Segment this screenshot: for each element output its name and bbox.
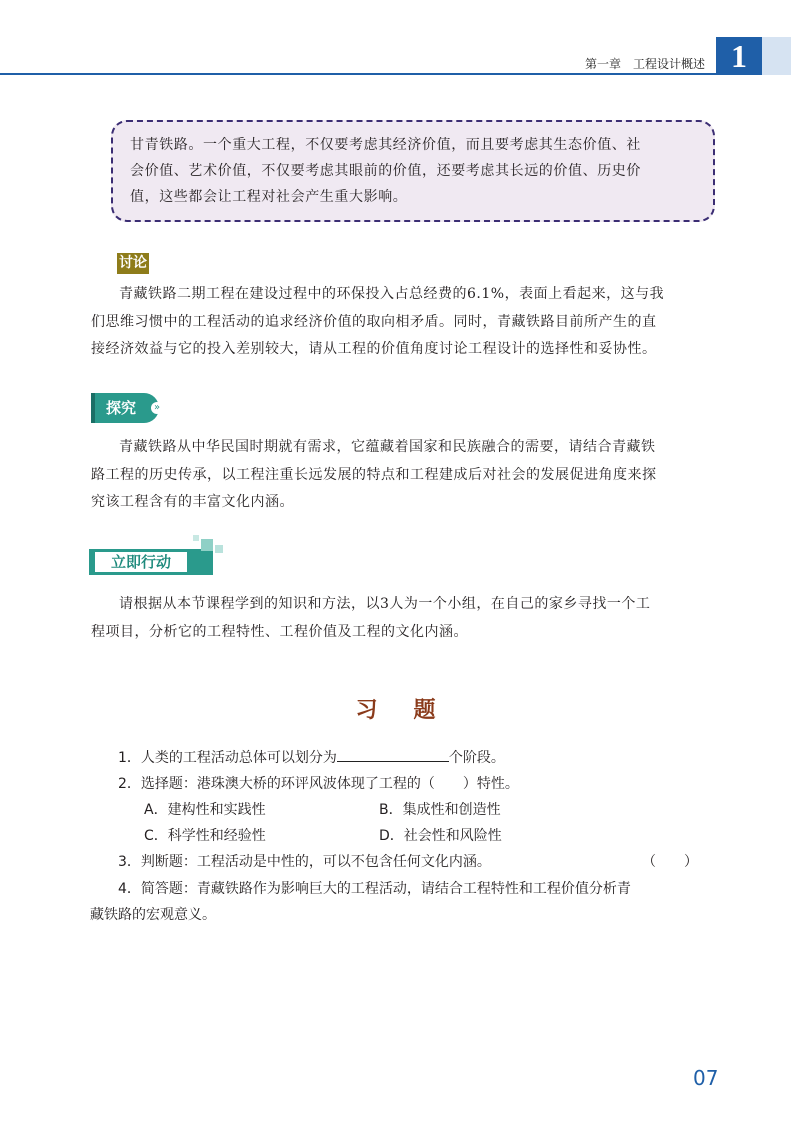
discussion-line: 接经济效益与它的投入差别较大，请从工程的价值角度讨论工程设计的选择性和妥协性。 — [91, 341, 657, 357]
explore-line: 究该工程含有的丰富文化内涵。 — [91, 494, 294, 510]
explore-line: 青藏铁路从中华民国时期就有需求，它蕴藏着国家和民族融合的需要，请结合青藏铁 — [119, 439, 656, 455]
option-d: D．社会性和风险性 — [379, 828, 502, 844]
q1-blank — [337, 746, 449, 762]
callout-line: 会价值、艺术价值，不仅要考虑其眼前的价值，还要考虑其长远的价值、历史价 — [130, 163, 641, 179]
discussion-line: 们思维习惯中的工程活动的追求经济价值的取向相矛盾。同时，青藏铁路目前所产生的直 — [91, 313, 657, 330]
action-line: 程项目，分析它的工程特性、工程价值及工程的文化内涵。 — [91, 623, 468, 640]
option-c: C．科学性和经验性 — [144, 828, 266, 844]
callout-line: 值，这些都会让工程对社会产生重大影响。 — [130, 189, 408, 205]
exercise-q2: 2．选择题：港珠澳大桥的环评风波体现了工程的（ ）特性。 — [118, 776, 519, 792]
action-paragraph — [91, 591, 731, 646]
discussion-label: 讨论 — [117, 253, 149, 274]
discussion-paragraph — [91, 281, 731, 364]
running-header: 第一章 工程设计概述 — [584, 57, 705, 71]
callout-box — [111, 120, 715, 222]
explore-paragraph — [91, 434, 731, 517]
chapter-number-badge: 1 — [716, 37, 762, 75]
action-line: 请根据从本节课程学到的知识和方法，以3人为一个小组，在自己的家乡寻找一个工 — [119, 596, 651, 612]
q1-text-pre: 1．人类的工程活动总体可以划分为 — [118, 750, 337, 766]
option-b: B．集成性和创造性 — [379, 802, 501, 818]
decorative-square — [201, 539, 213, 551]
explore-label-text: 探究 — [106, 399, 137, 417]
exercises-title: 习题 — [355, 698, 472, 723]
option-a: A．建构性和实践性 — [144, 802, 266, 818]
header-rule — [0, 73, 716, 75]
explore-label — [91, 393, 171, 423]
action-label — [89, 537, 229, 577]
callout-line: 甘青铁路。一个重大工程，不仅要考虑其经济价值，而且要考虑其生态价值、社 — [130, 137, 641, 153]
discussion-line: 青藏铁路二期工程在建设过程中的环保投入占总经费的6.1%，表面上看起来，这与我 — [119, 286, 665, 302]
q1-text-post: 个阶段。 — [448, 750, 505, 766]
action-label-text: 立即行动 — [95, 552, 187, 572]
explore-accent-bar — [91, 393, 95, 423]
exercise-q3: 3．判断题：工程活动是中性的，可以不包含任何文化内涵。 — [118, 854, 491, 870]
chevron-right-icon: » — [151, 402, 163, 414]
decorative-square — [215, 545, 223, 553]
page-number: 07 — [693, 1066, 719, 1090]
q3-answer-paren: （ ） — [642, 854, 698, 870]
chapter-badge-tail — [762, 37, 791, 75]
explore-line: 路工程的历史传承，以工程注重长远发展的特点和工程建成后对社会的发展促进角度来探 — [91, 466, 657, 483]
decorative-square — [193, 535, 199, 541]
exercise-q4-line1: 4．简答题：青藏铁路作为影响巨大的工程活动，请结合工程特性和工程价值分析青 — [118, 881, 631, 897]
exercise-q1 — [118, 745, 505, 771]
exercise-q4-line2: 藏铁路的宏观意义。 — [90, 907, 216, 923]
